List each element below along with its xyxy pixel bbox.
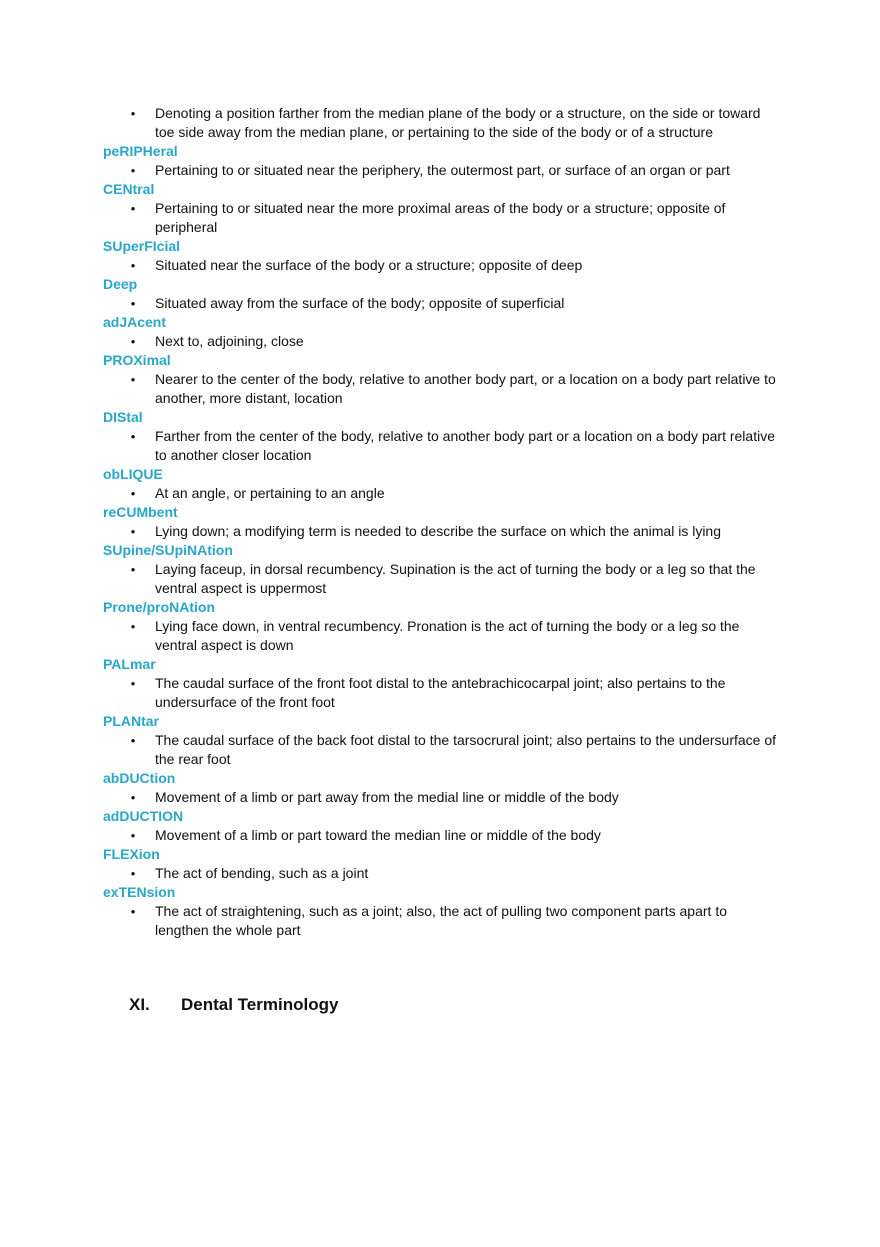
term-adjacent: adJAcent: [103, 314, 167, 330]
term-superficial: SUperFIcial: [103, 238, 181, 254]
definition-text: Lying face down, in ventral recumbency. Pronation is the act of turning the body or a leg so the ventral aspect is down: [155, 618, 740, 653]
bullet-icon: •: [130, 676, 136, 691]
definition-abduction: [103, 788, 783, 807]
definition-central: [103, 199, 783, 237]
definition-prone: [103, 617, 783, 655]
definition-deep: [103, 294, 783, 313]
section-heading: [129, 995, 338, 1015]
definition-text: Next to, adjoining, close: [155, 333, 304, 349]
definition-text: The caudal surface of the front foot distal to the antebrachicocarpal joint; also pertains to the undersurface of the front foot: [155, 675, 726, 710]
definition-text: The act of straightening, such as a joint; also, the act of pulling two component parts apart to lengthen the whole part: [155, 903, 727, 938]
definition-text: Movement of a limb or part toward the median line or middle of the body: [155, 827, 601, 843]
bullet-icon: •: [130, 201, 136, 216]
definition-flexion: [103, 864, 783, 883]
definition-text: The caudal surface of the back foot distal to the tarsocrural joint; also pertains to the undersurface of the rear foot: [155, 732, 777, 767]
term-central: CENtral: [103, 181, 155, 197]
definition-proximal: [103, 370, 783, 408]
term-palmar: PALmar: [103, 656, 156, 672]
section-number: XI.: [129, 995, 150, 1014]
definition-palmar: [103, 674, 783, 712]
definition-text: Laying faceup, in dorsal recumbency. Supination is the act of turning the body or a leg so that the ventral aspect is uppermost: [155, 561, 756, 596]
bullet-icon: •: [130, 733, 136, 748]
definition-adjacent: [103, 332, 783, 351]
definition-plantar: [103, 731, 783, 769]
term-distal: DIStal: [103, 409, 143, 425]
bullet-icon: •: [130, 904, 136, 919]
intro-definition: [103, 104, 783, 142]
bullet-icon: •: [130, 258, 136, 273]
definition-text: Pertaining to or situated near the more proximal areas of the body or a structure; opposite of peripheral: [155, 200, 726, 235]
bullet-icon: •: [130, 790, 136, 805]
term-recumbent: reCUMbent: [103, 504, 178, 520]
definition-text: The act of bending, such as a joint: [155, 865, 369, 881]
term-prone: Prone/proNAtion: [103, 599, 215, 615]
term-proximal: PROXimal: [103, 352, 171, 368]
term-oblique: obLIQUE: [103, 466, 163, 482]
bullet-icon: •: [130, 524, 136, 539]
bullet-icon: •: [130, 106, 136, 121]
definition-text: Lying down; a modifying term is needed to describe the surface on which the animal is lying: [155, 523, 722, 539]
definition-text: At an angle, or pertaining to an angle: [155, 485, 385, 501]
definition-superficial: [103, 256, 783, 275]
bullet-icon: •: [130, 372, 136, 387]
definition-adduction: [103, 826, 783, 845]
bullet-icon: •: [130, 619, 136, 634]
definition-text: Nearer to the center of the body, relative to another body part, or a location on a body part relative to another, more distant, location: [155, 371, 776, 406]
bullet-icon: •: [130, 866, 136, 881]
definition-text: Situated away from the surface of the body; opposite of superficial: [155, 295, 565, 311]
section-title: Dental Terminology: [181, 995, 339, 1014]
term-deep: Deep: [103, 276, 138, 292]
bullet-icon: •: [130, 562, 136, 577]
term-abduction: abDUCtion: [103, 770, 176, 786]
definition-text: Situated near the surface of the body or a structure; opposite of deep: [155, 257, 583, 273]
term-supine: SUpine/SUpiNAtion: [103, 542, 233, 558]
bullet-icon: •: [130, 163, 136, 178]
definition-text: Pertaining to or situated near the periphery, the outermost part, or surface of an organ or part: [155, 162, 730, 178]
definition-distal: [103, 427, 783, 465]
term-adduction: adDUCTION: [103, 808, 184, 824]
definition-peripheral: [103, 161, 783, 180]
definition-text: Movement of a limb or part away from the medial line or middle of the body: [155, 789, 619, 805]
definition-text: Denoting a position farther from the median plane of the body or a structure, on the side or toward toe side away from the median plane, or pertaining to the side of the body or of a structure: [155, 105, 761, 140]
bullet-icon: •: [130, 828, 136, 843]
bullet-icon: •: [130, 296, 136, 311]
definition-text: Farther from the center of the body, relative to another body part or a location on a body part relative to another closer location: [155, 428, 775, 463]
definition-supine: [103, 560, 783, 598]
definition-oblique: [103, 484, 783, 503]
term-plantar: PLANtar: [103, 713, 160, 729]
term-peripheral: peRIPHeral: [103, 143, 178, 159]
bullet-icon: •: [130, 429, 136, 444]
term-extension: exTENsion: [103, 884, 176, 900]
term-flexion: FLEXion: [103, 846, 160, 862]
bullet-icon: •: [130, 486, 136, 501]
definition-extension: [103, 902, 783, 940]
definition-recumbent: [103, 522, 783, 541]
terminology-list: [103, 104, 783, 940]
bullet-icon: •: [130, 334, 136, 349]
